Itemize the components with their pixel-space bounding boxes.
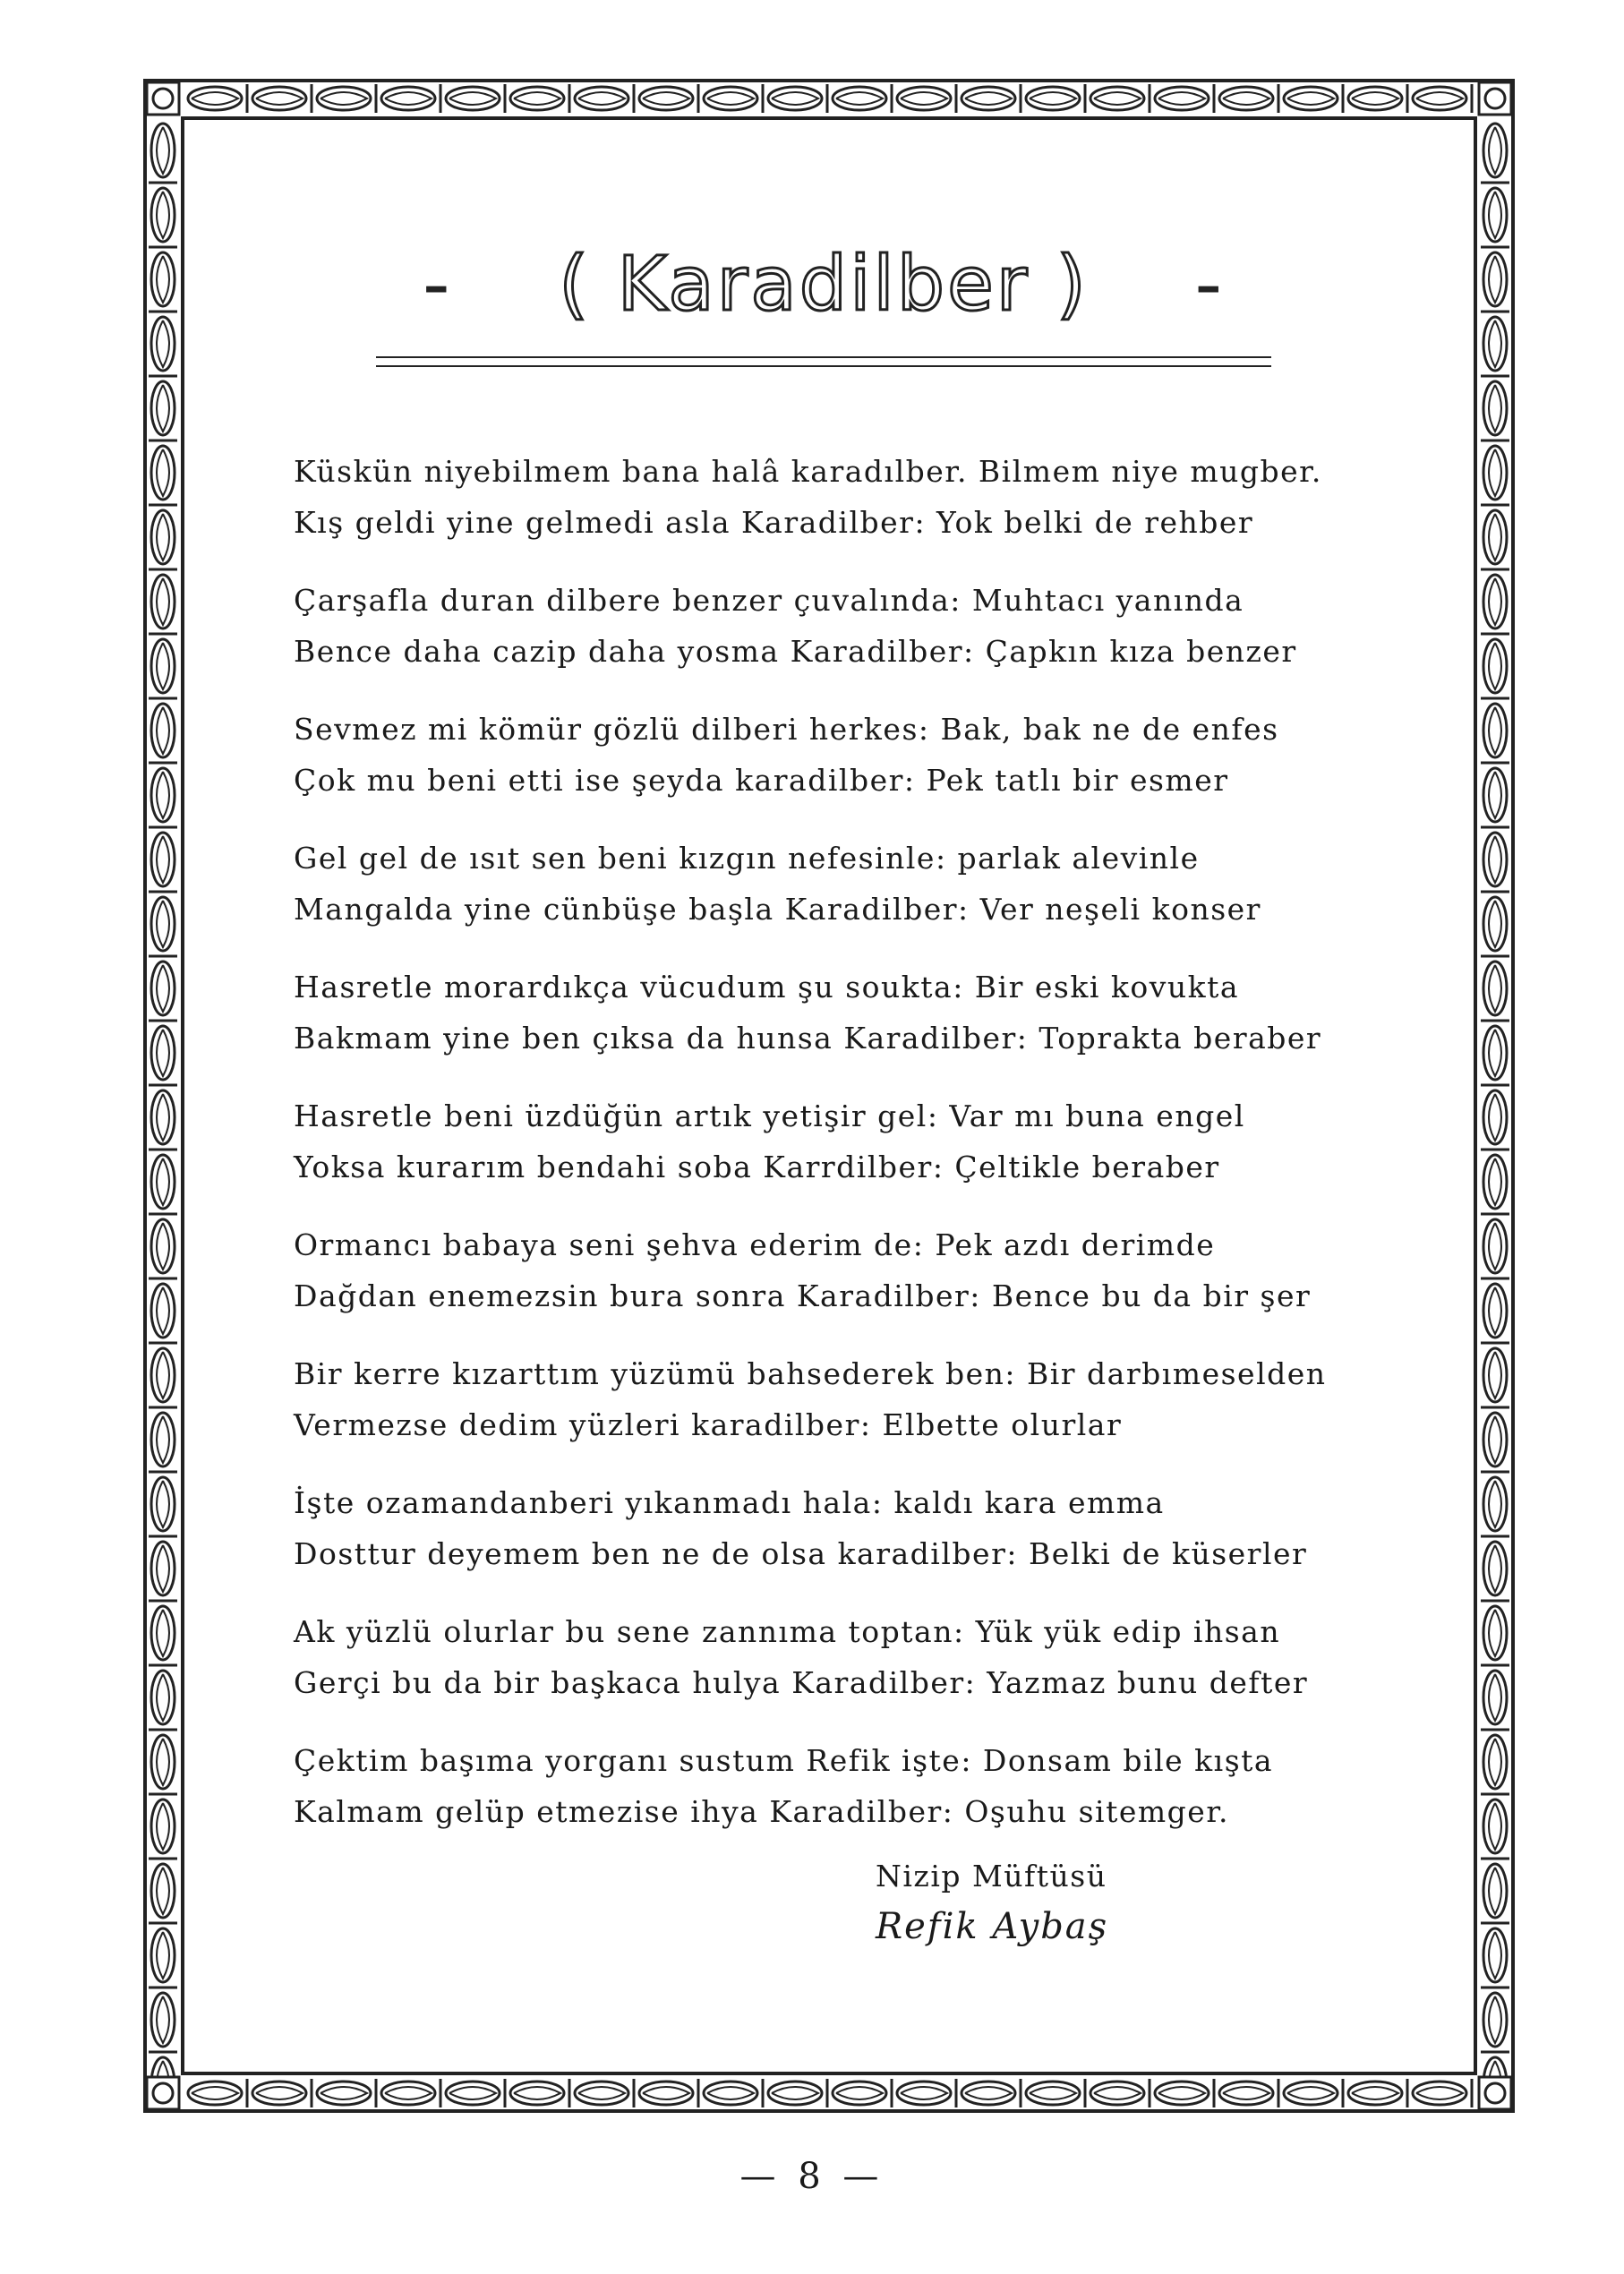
poem-line: Gerçi bu da bir başkaca hulya Karadilber: Yazmaz bunu defter bbox=[294, 1665, 1309, 1700]
poem-body bbox=[294, 446, 1377, 1864]
stanza bbox=[294, 1735, 1377, 1837]
poem-line: Ormancı babaya seni şehva ederim de: Pek azdı derimde bbox=[294, 1227, 1216, 1262]
stanza bbox=[294, 1477, 1377, 1579]
title-right-mark: - bbox=[1194, 240, 1225, 328]
poem-line: Gel gel de ısıt sen beni kızgın nefesinle: parlak alevinle bbox=[294, 841, 1200, 876]
poem-line: Çok mu beni etti ise şeyda karadilber: Pek tatlı bir esmer bbox=[294, 763, 1229, 798]
poem-line: Dağdan enemezsin bura sonra Karadilber: Bence bu da bir şer bbox=[294, 1278, 1312, 1313]
poem-line: Küskün niyebilmem bana halâ karadılber. Bilmem niye mugber. bbox=[294, 454, 1322, 489]
stanza bbox=[294, 1348, 1377, 1450]
signature-name: Refik Aybaş bbox=[876, 1906, 1109, 1947]
poem-line: Hasretle beni üzdüğün artık yetişir gel: Var mı buna engel bbox=[294, 1099, 1245, 1133]
poem-line: Mangalda yine cünbüşe başla Karadilber: Ver neşeli konser bbox=[294, 892, 1261, 927]
stanza bbox=[294, 446, 1377, 548]
poem-line: Çektim başıma yorganı sustum Refik işte: Donsam bile kışta bbox=[294, 1743, 1274, 1778]
signature-place: Nizip Müftüsü bbox=[876, 1859, 1107, 1894]
stanza bbox=[294, 1219, 1377, 1321]
title-left-mark: - bbox=[423, 240, 453, 328]
poem-line: Vermezse dedim yüzleri karadilber: Elbette olurlar bbox=[294, 1407, 1123, 1442]
poem-line: Sevmez mi kömür gözlü dilberi herkes: Bak, bak ne de enfes bbox=[294, 712, 1279, 747]
poem-line: İşte ozamandanberi yıkanmadı hala: kaldı kara emma bbox=[294, 1485, 1165, 1520]
poem-line: Kalmam gelüp etmezise ihya Karadilber: Oşuhu sitemger. bbox=[294, 1794, 1229, 1829]
stanza bbox=[294, 962, 1377, 1064]
title-underline-1 bbox=[376, 356, 1271, 358]
signature-block bbox=[876, 1851, 1108, 1952]
stanza bbox=[294, 704, 1377, 806]
stanza bbox=[294, 1606, 1377, 1708]
page-title bbox=[358, 240, 1289, 328]
poem-line: Bakmam yine ben çıksa da hunsa Karadilber: Toprakta beraber bbox=[294, 1021, 1322, 1056]
poem-line: Hasretle morardıkça vücudum şu soukta: Bir eski kovukta bbox=[294, 970, 1240, 1004]
poem-line: Ak yüzlü olurlar bu sene zannıma toptan: Yük yük edip ihsan bbox=[294, 1614, 1281, 1649]
poem-line: Kış geldi yine gelmedi asla Karadilber: Yok belki de rehber bbox=[294, 505, 1254, 540]
poem-line: Yoksa kurarım bendahi soba Karrdilber: Çeltikle beraber bbox=[294, 1150, 1220, 1184]
title-text: ( Karadilber ) bbox=[559, 240, 1089, 328]
poem-line: Bir kerre kızarttım yüzümü bahsederek ben: Bir darbımeselden bbox=[294, 1356, 1327, 1391]
page-number: — 8 — bbox=[739, 2156, 885, 2197]
poem-line: Çarşafla duran dilbere benzer çuvalında: Muhtacı yanında bbox=[294, 583, 1244, 618]
poem-line: Bence daha cazip daha yosma Karadilber: Çapkın kıza benzer bbox=[294, 634, 1297, 669]
stanza bbox=[294, 1090, 1377, 1193]
poem-line: Dosttur deyemem ben ne de olsa karadilber: Belki de küserler bbox=[294, 1536, 1308, 1571]
title-underline-2 bbox=[376, 365, 1271, 367]
stanza bbox=[294, 575, 1377, 677]
stanza bbox=[294, 833, 1377, 935]
